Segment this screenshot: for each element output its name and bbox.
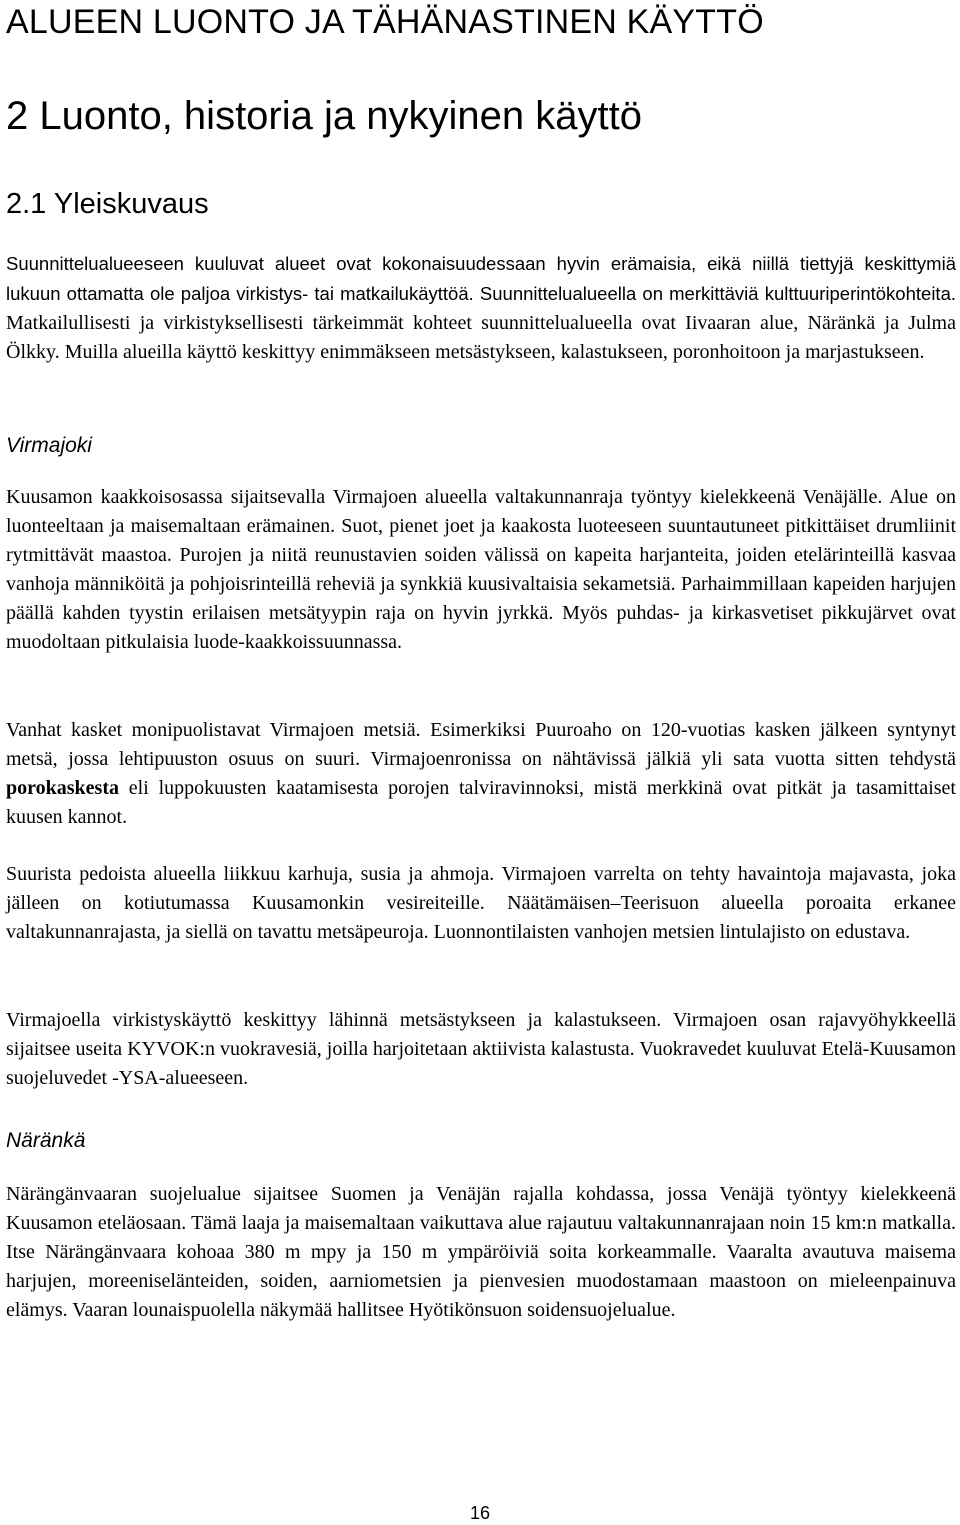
virmajoki-paragraph-2 <box>6 716 956 832</box>
virmajoki-paragraph-2-bold-term: porokaskesta <box>6 777 119 799</box>
subheading-naranka: Näränkä <box>6 1129 86 1152</box>
running-header: ALUEEN LUONTO JA TÄHÄNASTINEN KÄYTTÖ <box>6 3 764 41</box>
virmajoki-paragraph-2-text-a: Vanhat kasket monipuolistavat Virmajoen metsiä. Esimerkiksi Puuroaho on 120-vuotias kasken jälkeen syntynyt metsä, jossa lehtipuuston osuus on suuri. Virmajoenronissa on nähtävissä jälkiä yli sata vuotta sitten tehdystä <box>6 719 956 770</box>
virmajoki-paragraph-3: Suurista pedoista alueella liikkuu karhuja, susia ja ahmoja. Virmajoen varrelta on tehty havaintoja majavasta, joka jälleen on kotiutumassa Kuusamonkin vesireiteille. Näätämäisen–Teerisuon alueella poroaita erkanee valtakunnanrajasta, ja siellä on tavattu metsäpeuroja. Luonnontilaisten vanhojen metsien lintulajisto on edustava. <box>6 863 956 943</box>
virmajoki-paragraph-2-text-b: eli luppokuusten kaatamisesta porojen talviravinnoksi, mistä merkkinä ovat pitkät ja tasamittaiset kuusen kannot. <box>6 777 956 828</box>
page-number: 16 <box>469 1503 491 1523</box>
intro-paragraph <box>6 249 956 367</box>
intro-paragraph-sans-part: Suunnittelualueeseen kuuluvat alueet ovat kokonaisuudessaan hyvin erämaisia, eikä niillä tiettyjä keskittymiä lukuun ottamatta ole paljoa virkistys- tai matkailukäyttöä. Suunnittelualueella on merkittäviä kulttuuriperintökohteita. <box>6 253 956 304</box>
chapter-title: 2 Luonto, historia ja nykyinen käyttö <box>6 94 642 138</box>
virmajoki-paragraph-4: Virmajoella virkistyskäyttö keskittyy lähinnä metsästykseen ja kalastukseen. Virmajoen osan rajavyöhykkeellä sijaitsee useita KYVOK:n vuokravesiä, joilla harjoitetaan aktiivista kalastusta. Vuokravedet kuuluvat Etelä-Kuusamon suojeluvedet -YSA-alueeseen. <box>6 1009 956 1089</box>
intro-paragraph-serif-part: Matkailullisesti ja virkistyksellisesti tärkeimmät kohteet suunnittelualueella ovat Iivaaran alue, Näränkä ja Julma Ölkky. Muilla alueilla käyttö keskittyy enimmäkseen metsästykseen, kalastukseen, poronhoitoon ja marjastukseen. <box>6 312 956 363</box>
section-title: 2.1 Yleiskuvaus <box>6 188 209 220</box>
virmajoki-paragraph-1: Kuusamon kaakkoisosassa sijaitsevalla Virmajoen alueella valtakunnanraja työntyy kielekkeenä Venäjälle. Alue on luonteeltaan ja maisemaltaan erämainen. Suot, pienet joet ja kaakosta luoteeseen suuntautuneet pitkittäiset drumliinit rytmittävät maastoa. Purojen ja niitä reunustavien soiden välissä on kapeita harjanteita, joiden etelärinteillä kasvaa vanhoja männiköitä ja pohjoisrinteillä reheviä ja synkkiä kuusivaltaisia sekametsiä. Parhaimmillaan kapeiden harjujen päällä kahden tyystin erilaisen metsätyypin raja on hyvin jyrkkä. Myös puhdas- ja kirkasvetiset pikkujärvet ovat muodoltaan pitkulaisia luode-kaakkoissuunnassa. <box>6 486 956 653</box>
naranka-paragraph-1: Närängänvaaran suojelualue sijaitsee Suomen ja Venäjän rajalla kohdassa, jossa Venäjä työntyy kielekkeenä Kuusamon eteläosaan. Tämä laaja ja maisemaltaan vaikuttava alue rajautuu valtakunnanrajaan noin 15 km:n matkalla. Itse Närängänvaara kohoaa 380 m mpy ja 150 m ympäröiviä soita korkeammalle. Vaaralta avautuva maisema harjujen, moreeniselänteiden, soiden, aarniometsien ja pienvesien muodostamaan maastoon on mieleenpainuva elämys. Vaaran lounaispuolella näkymää hallitsee Hyötikönsuon soidensuojelualue. <box>6 1183 956 1321</box>
subheading-virmajoki: Virmajoki <box>6 434 92 457</box>
